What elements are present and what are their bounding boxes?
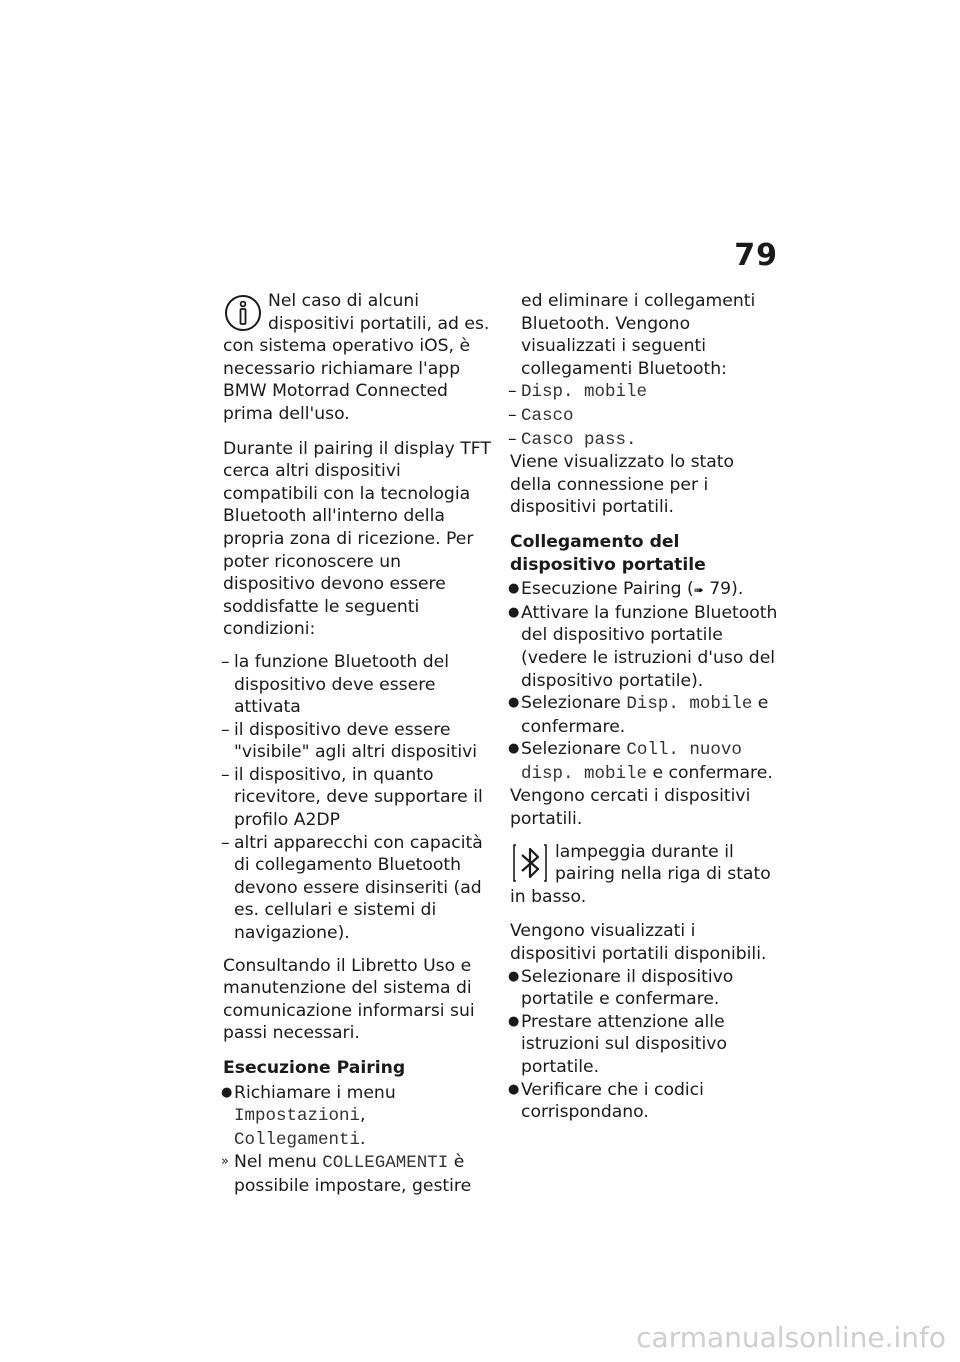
list-item: ● Selezionare Disp. mobile e confermare. [508,693,769,737]
menu-code: Impostazioni [234,1106,361,1127]
right-column [510,290,780,1134]
left-column [223,290,493,1208]
status-text: Viene visualizzato lo stato della connessione per i dispositivi portatili. [510,452,735,518]
list-item: ● Verificare che i codici corrispondano. [508,1079,704,1123]
steps-list [510,578,780,785]
list-item: ● Attivare la funzione Bluetooth del dispositivo portatile (vedere le istruzioni d'uso del dispositivo portatile). [508,602,778,691]
available-text: Vengono visualizzati i dispositivi portatili disponibili. [510,921,767,965]
list-item: » Nel menu COLLEGAMENTI è possibile impostare, gestire [221,1152,472,1196]
list-item: ● Richiamare i menu Impostazioni, Collegamenti. [221,1082,396,1150]
pairing-intro: Durante il pairing il display TFT cerca altri dispositivi compatibili con la tecnologia Bluetooth all'interno della propria zona di ricezione. Per poter riconoscere un dispositivo devono essere soddisfatte le seguenti condizioni: [223,438,491,640]
info-icon [223,293,263,333]
list-item: – il dispositivo, in quanto ricevitore, deve supportare il profilo A2DP [221,764,483,831]
section-heading: Collegamento del dispositivo portatile [510,531,706,575]
bluetooth-note-text: lampeggia durante il pairing nella riga di stato in basso. [510,841,771,907]
list-item: – altri apparecchi con capacità di collegamento Bluetooth devono essere disinseriti (ad es. cellulari e sistemi di navigazione). [221,832,483,944]
page-number: 79 [734,238,778,273]
conditions-list [223,651,493,945]
list-item: ● Selezionare Coll. nuovo disp. mobile e confermare. [508,739,773,784]
bluetooth-icon [510,841,550,885]
menu-code: COLLEGAMENTI [322,1153,449,1174]
list-item: – Casco [508,404,574,426]
menu-code: Collegamenti [234,1129,361,1150]
bluetooth-note [510,841,780,909]
steps-list [223,1082,493,1198]
info-note-text: Nel caso di alcuni dispositivi portatili, ad es. con sistema operativo iOS, è necessario richiamare l'app BMW Motorrad Connected prima dell'uso. [223,291,490,424]
watermark: carmanualsonline.info [636,1321,946,1354]
list-item: – il dispositivo deve essere "visibile" agli altri dispositivi [221,719,478,763]
list-item: – Disp. mobile [508,381,648,403]
list-item: – Casco pass. [508,428,637,450]
steps-list [510,966,780,1124]
search-text: Vengono cercati i dispositivi portatili. [510,786,751,830]
connections-intro: ed eliminare i collegamenti Bluetooth. Vengono visualizzati i seguenti collegamenti Bluetooth: [521,291,756,379]
section-heading: Esecuzione Pairing [223,1058,406,1078]
list-item: ● Selezionare il dispositivo portatile e confermare. [508,966,734,1010]
manual-text: Consultando il Libretto Uso e manutenzione del sistema di comunicazione informarsi sui passi necessari. [223,955,475,1044]
list-item: – la funzione Bluetooth del dispositivo deve essere attivata [221,651,450,718]
list-item: ● Esecuzione Pairing (➠ 79). [508,579,744,600]
arrow-right-icon: ➠ [693,583,704,598]
list-item: ● Prestare attenzione alle istruzioni sul dispositivo portatile. [508,1011,727,1077]
info-note [223,290,493,426]
connections-list [510,380,780,451]
